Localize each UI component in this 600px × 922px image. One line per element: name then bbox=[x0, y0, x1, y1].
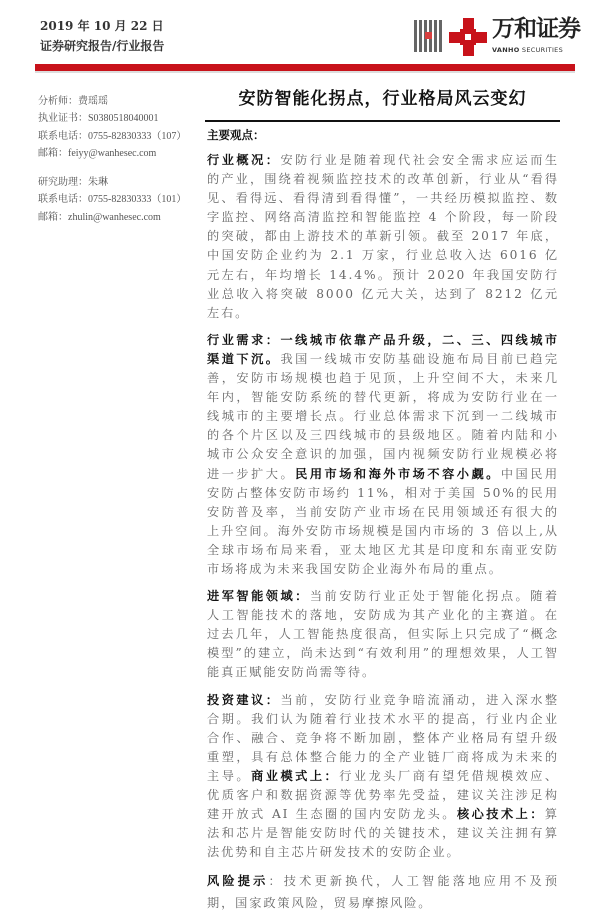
paragraph-risk-warning bbox=[207, 870, 559, 914]
report-type: 证券研究报告/行业报告 bbox=[40, 39, 165, 53]
paragraph-label: 风险提示 bbox=[207, 874, 269, 889]
paragraph-label: 行业概况： bbox=[207, 153, 281, 167]
paragraph-text: 行业龙头厂商有望凭借规模效应、优质客户和数据资源等优势率先受益，建议关注涉足构建开放式 AI 生态圈的国内安防龙头。 bbox=[207, 768, 560, 822]
paragraph-investment-advice bbox=[207, 691, 559, 863]
assistant-phone: 联系电话：0755-82830333（101） bbox=[38, 194, 187, 206]
paragraph-label: 商业模式上： bbox=[251, 768, 340, 783]
paragraph-ai-field bbox=[207, 587, 559, 682]
paragraph-label: 进军智能领域： bbox=[207, 589, 310, 604]
logo-en-rest: SECURITIES bbox=[521, 46, 563, 54]
paragraph-text: 当前安防行业正处于智能化拐点。随着人工智能技术的落地，安防成为其产业化的主赛道。在过去几年，人工智能热度很高，但实际上只完成了“概念模型”的建立，尚未达到“有效利用”的理想效果，人工智能真正赋能安防尚需等待。 bbox=[207, 589, 559, 680]
header-red-bar bbox=[35, 64, 575, 71]
logo-name-en bbox=[492, 46, 563, 54]
paragraph-text: 中国民用安防占整体安防市场约 11%，相对于美国 50%的民用安防普及率，当前安防产业市场在民用领域还有很大的上升空间。海外安防市场规模是国内市场的 3 倍以上,从全球市场布局来看，亚太地区尤其是印度和东南亚安防市场将成为未来我国安防企业海外布局的重点。 bbox=[207, 466, 559, 576]
report-date: 2019 年 10 月 22 日 bbox=[40, 19, 164, 33]
company-logo-icon bbox=[449, 18, 487, 56]
paragraph-label: 行业需求：一线城市依靠产品升级，二、三、四线城市渠道下沉。 bbox=[207, 332, 559, 366]
paragraph-text: 算法和芯片是智能安防时代的关键技术，建议关注拥有算法优势和自主芯片研发技术的安防企业。 bbox=[207, 807, 560, 860]
paragraph-text: 当前，安防行业竞争暗流涌动，进入深水整合期。我们认为随着行业技术水平的提高，行业内企业合作、融合、竞争将不断加剧，整体产业格局有望升级重塑，具有总体整合能力的全产业链厂商将成为未来的主导。 bbox=[207, 692, 560, 783]
analyst-email[interactable]: 邮箱：feiyy@wanhesec.com bbox=[38, 147, 157, 159]
analyst-license: 执业证书：S0380518040001 bbox=[38, 113, 159, 125]
assistant-email[interactable]: 邮箱：zhulin@wanhesec.com bbox=[38, 211, 161, 223]
assistant-name: 研究助理：朱琳 bbox=[38, 177, 108, 189]
paragraph-text: ：技术更新换代，人工智能落地应用不及预期，国家政策风险，贸易摩擦风险。 bbox=[207, 874, 559, 911]
key-points-heading: 主要观点： bbox=[207, 128, 265, 142]
analyst-info bbox=[38, 93, 200, 226]
main-content bbox=[207, 126, 559, 922]
logo-en-bold: VANHO bbox=[492, 46, 520, 54]
title-divider bbox=[205, 120, 560, 122]
paragraph-label: 核心技术上： bbox=[456, 807, 545, 822]
qr-code-icon bbox=[414, 20, 444, 52]
paragraph-industry-overview bbox=[207, 151, 559, 323]
page-title: 安防智能化拐点，行业格局风云变幻 bbox=[238, 89, 527, 109]
paragraph-label: 民用市场和海外市场不容小觑。 bbox=[295, 466, 501, 481]
paragraph-text: 安防行业是随着现代社会安全需求应运而生的产业，围绕着视频监控技术的改革创新，行业从“看得见、看得远、看得清到看得懂”，一共经历模拟监控、数字监控、网络高清监控和智能监控 4 个阶段，每一阶段的突破，都由上游技术的革新引领。截至 2017 年底，中国安防企业约为 2.1 万家，行业总收入达 6016 亿元左右，年均增长 14.4%。预计 2020 年我国安防行业总收入将突破 8000 亿元大关，达到了 8212 亿元左右。 bbox=[207, 153, 560, 320]
paragraph-text: 我国一线城市安防基础设施布局目前已趋完善，安防市场规模也趋于见顶，上升空间不大，未来几年内，智能安防系统的替代更新，将成为安防行业在一线城市的主要增长点。行业总体需求下沉到一二线城市的各个片区以及三四线城市的县级地区。随着内陆和小城市公众安全意识的加强，国内视频安防行业规模必将进一步扩大。 bbox=[207, 351, 560, 481]
logo-name-cn: 万和证券 bbox=[492, 16, 580, 42]
analyst-phone: 联系电话：0755-82830333（107） bbox=[38, 130, 187, 142]
paragraph-label: 投资建议： bbox=[207, 692, 281, 707]
analyst-name: 分析师：费瑶瑶 bbox=[38, 96, 108, 107]
paragraph-industry-demand bbox=[207, 331, 559, 579]
